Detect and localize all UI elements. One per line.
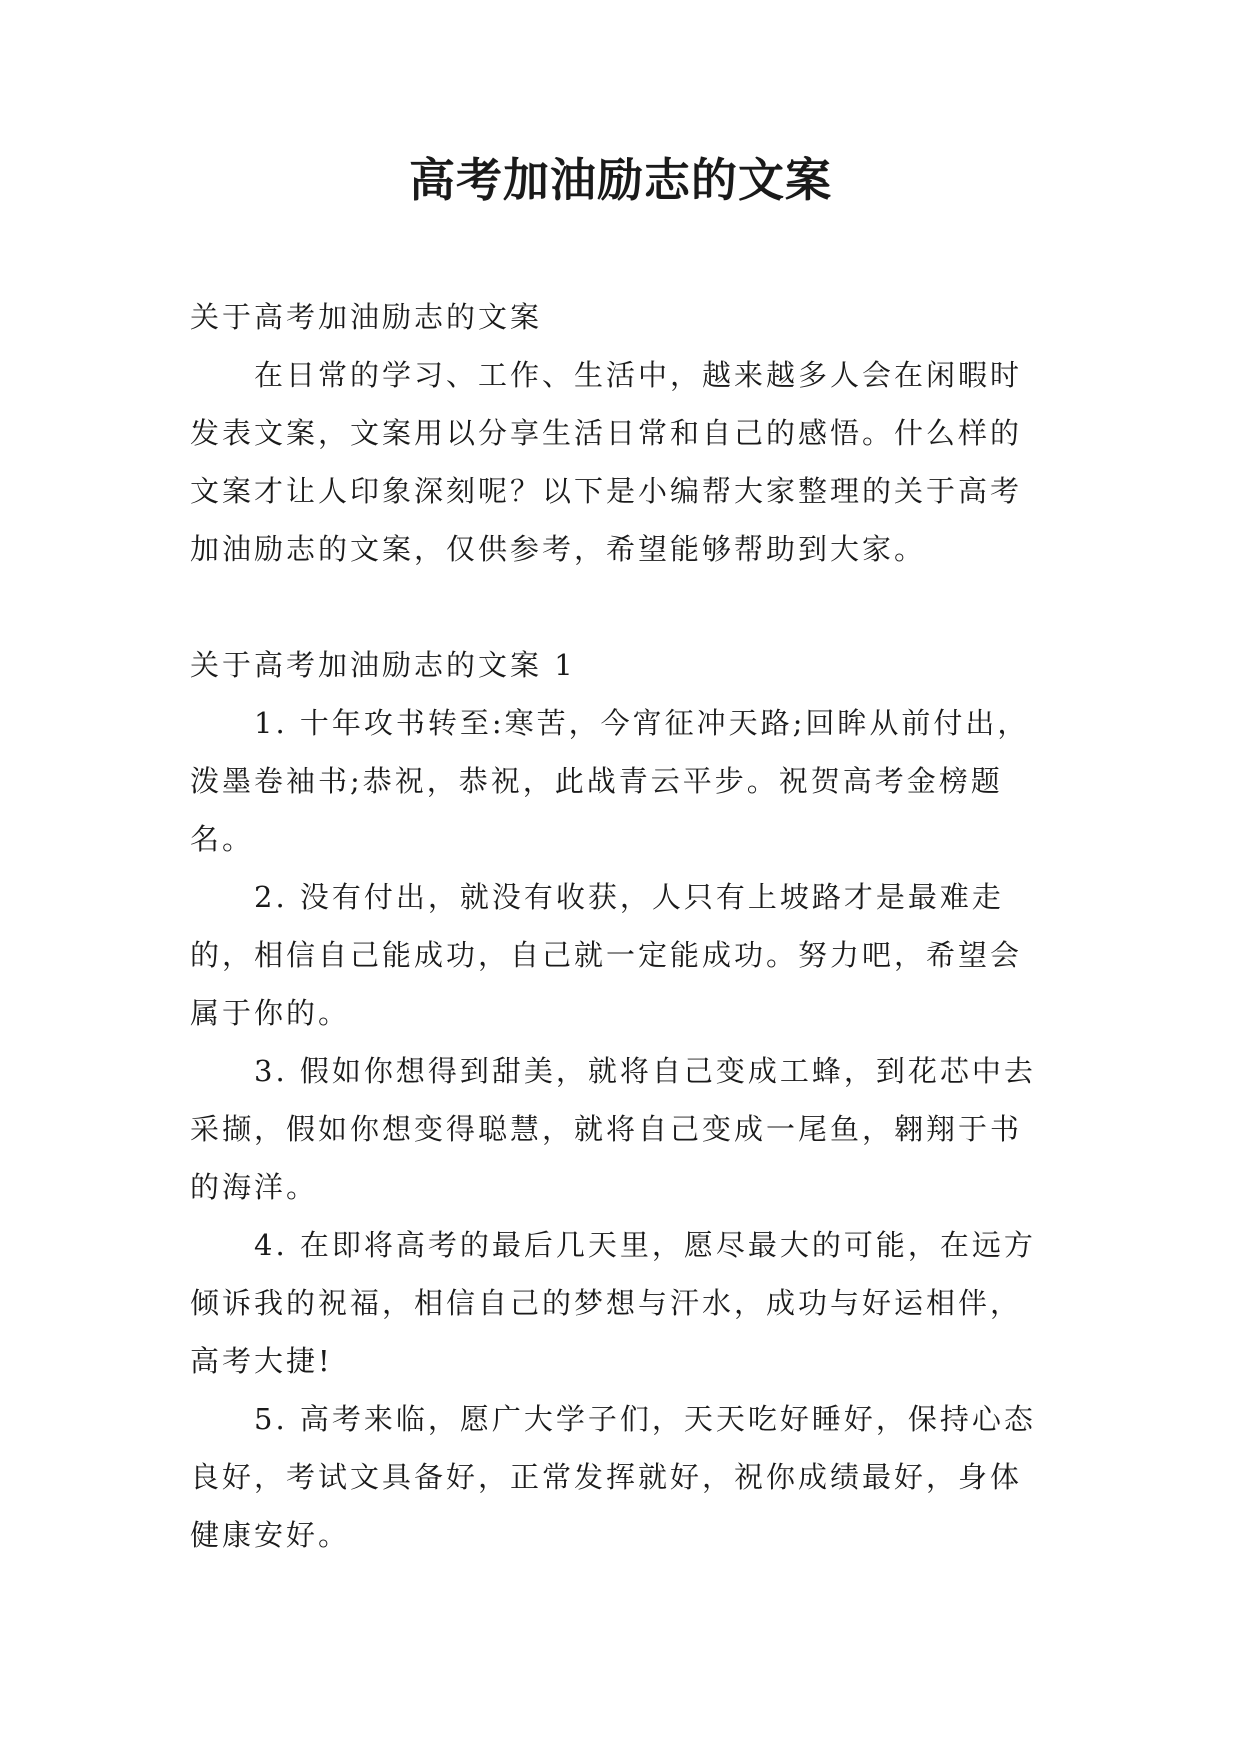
section-spacer — [190, 578, 1052, 636]
section-heading: 关于高考加油励志的文案 1 — [190, 648, 576, 682]
intro-heading: 关于高考加油励志的文案 — [190, 300, 543, 334]
list-item: 2. 没有付出，就没有收获，人只有上坡路才是最难走的，相信自己能成功，自己就一定能成功。努力吧，希望会属于你的。 — [190, 880, 1023, 1030]
intro-paragraph: 在日常的学习、工作、生活中，越来越多人会在闲暇时发表文案，文案用以分享生活日常和自己的感悟。什么样的文案才让人印象深刻呢？以下是小编帮大家整理的关于高考加油励志的文案，仅供参考，希望能够帮助到大家。 — [190, 358, 1023, 566]
list-item: 5. 高考来临，愿广大学子们，天天吃好睡好，保持心态良好，考试文具备好，正常发挥就好，祝你成绩最好，身体健康安好。 — [190, 1402, 1036, 1552]
list-item: 1. 十年攻书转至:寒苦，今宵征冲天路;回眸从前付出，泼墨卷袖书;恭祝，恭祝，此战青云平步。祝贺高考金榜题名。 — [190, 706, 1030, 856]
list-item: 4. 在即将高考的最后几天里，愿尽最大的可能，在远方倾诉我的祝福，相信自己的梦想与汗水，成功与好运相伴，高考大捷! — [190, 1228, 1036, 1378]
list-item: 3. 假如你想得到甜美，就将自己变成工蜂，到花芯中去采撷，假如你想变得聪慧，就将自己变成一尾鱼，翱翔于书的海洋。 — [190, 1054, 1036, 1204]
document-body — [190, 288, 1052, 1564]
document-title: 高考加油励志的文案 — [409, 153, 832, 207]
